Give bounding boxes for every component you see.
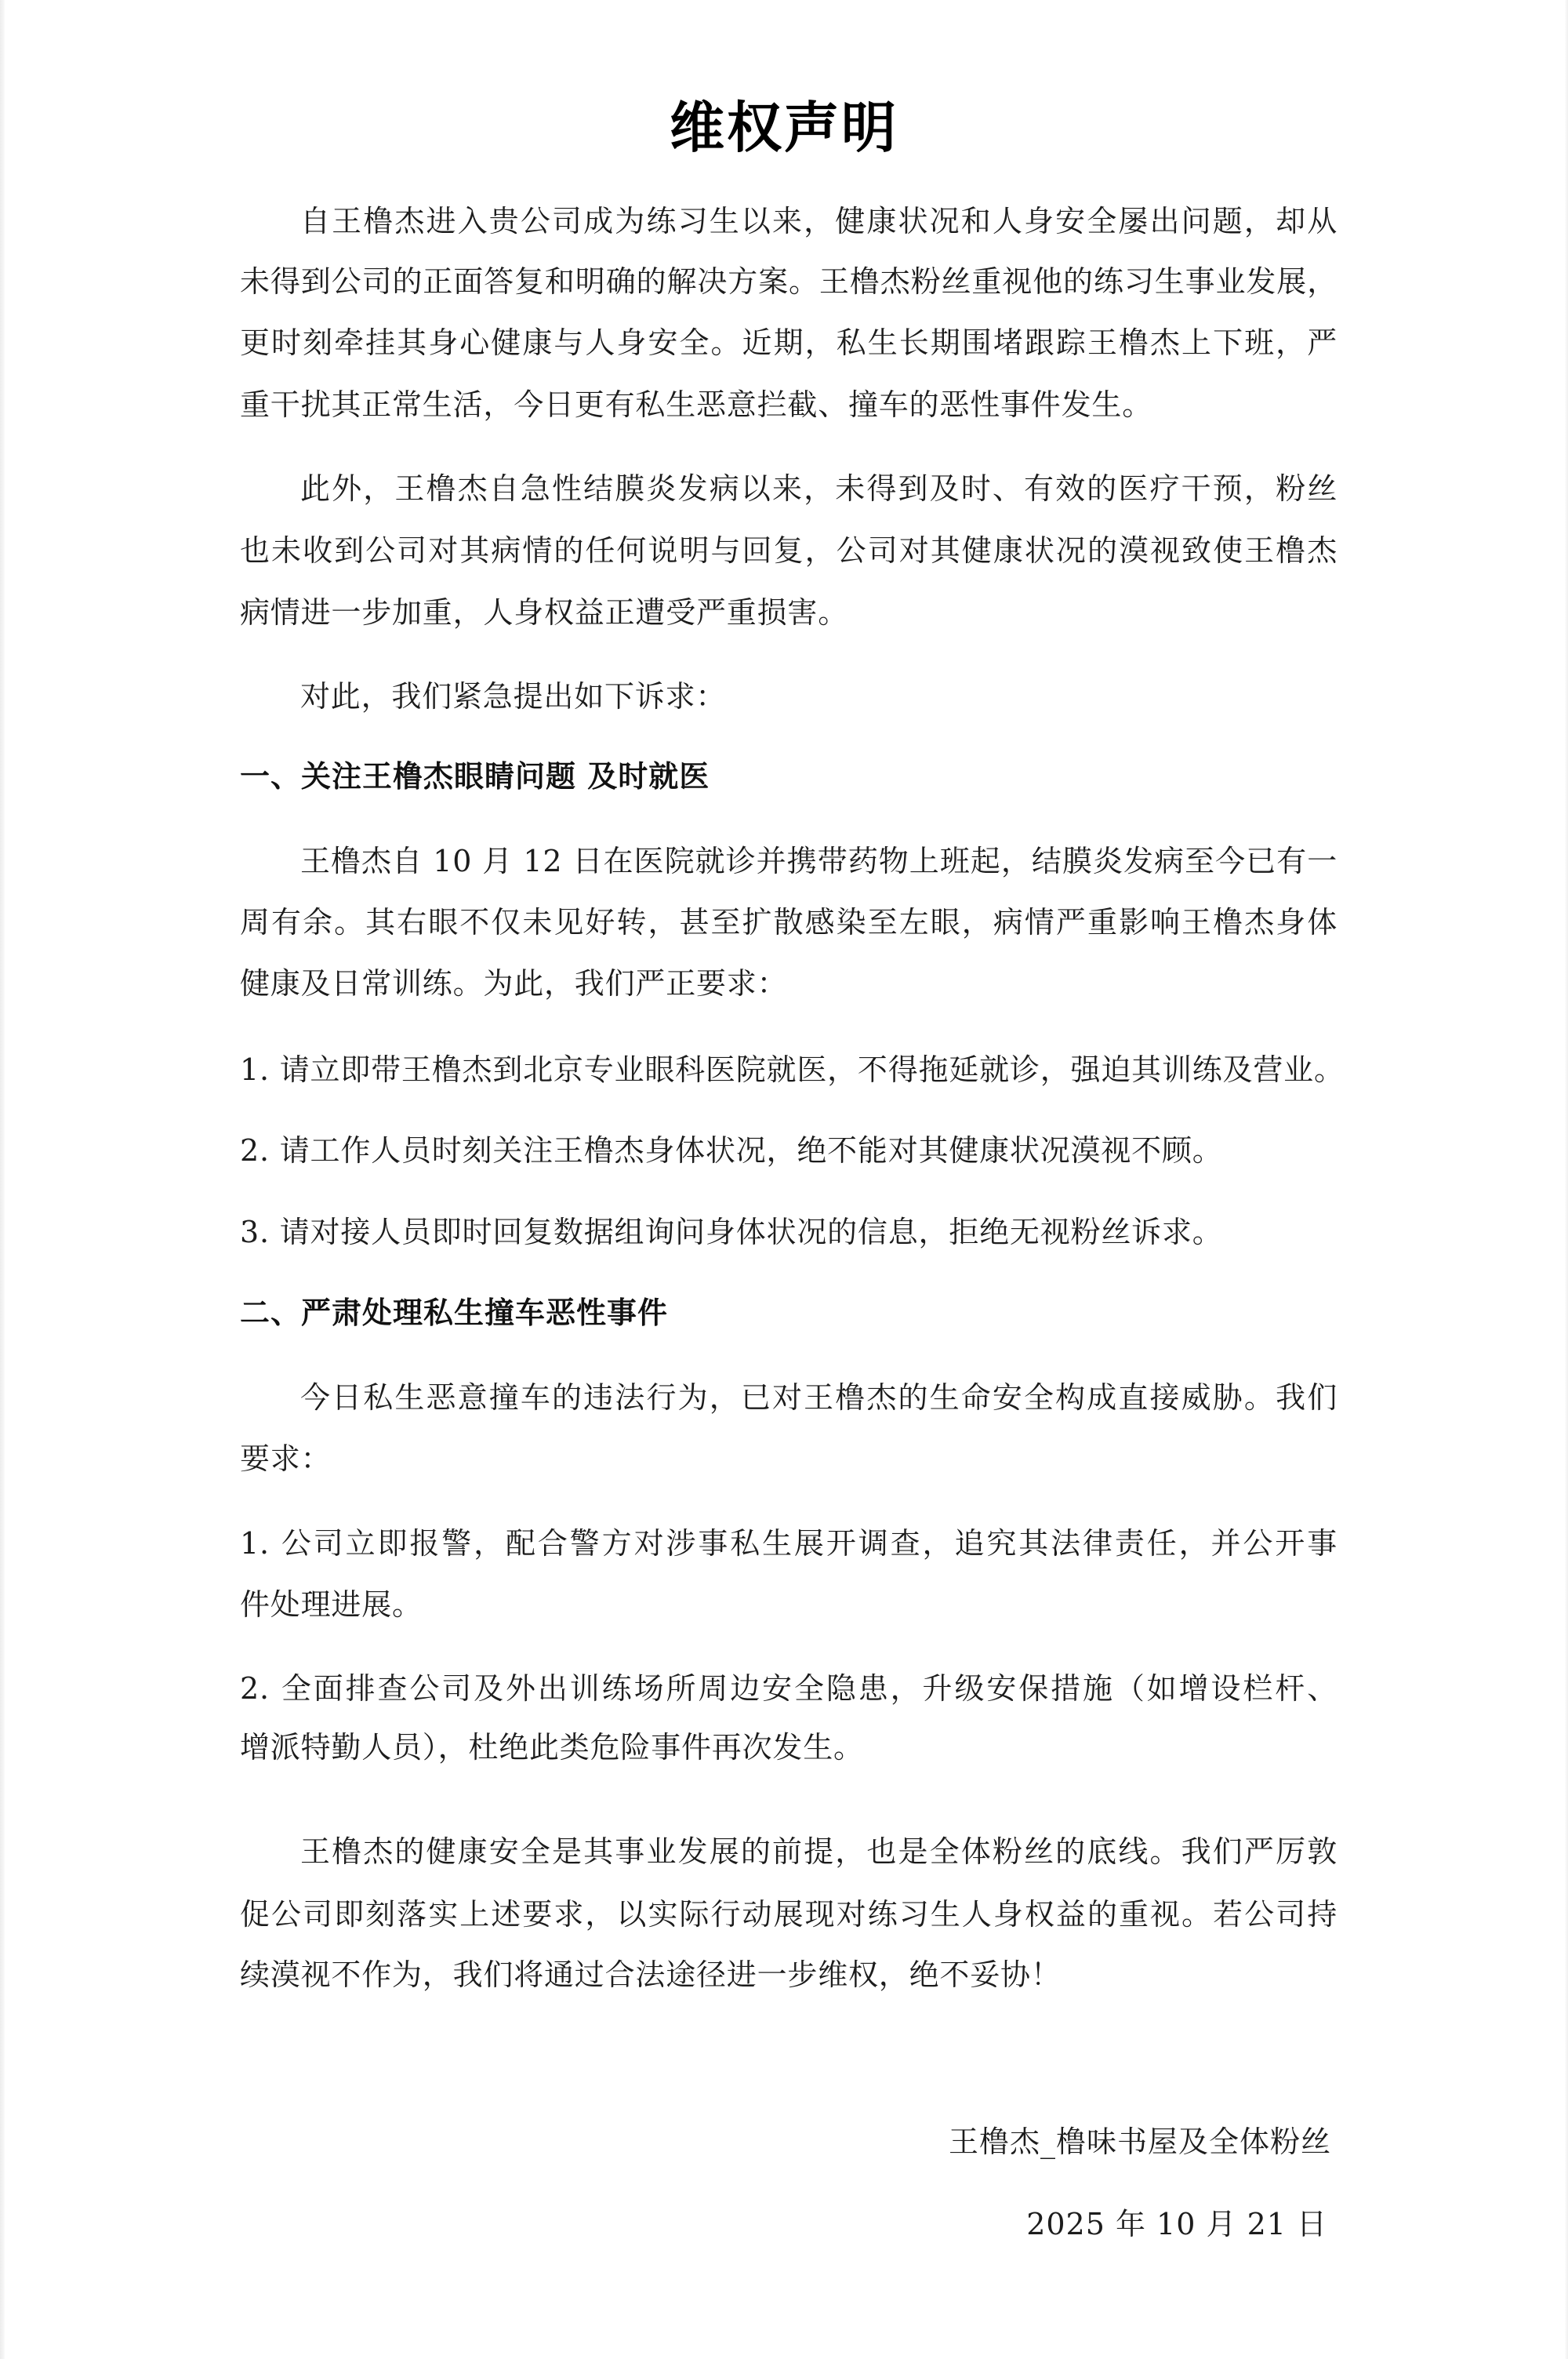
document-title: 维权声明 (670, 96, 898, 160)
paragraph-line: 要求： (240, 1441, 332, 1476)
list-item: 3. 请对接人员即时回复数据组询问身体状况的信息，拒绝无视粉丝诉求。 (240, 1215, 1223, 1249)
signature: 王橹杰_橹味书屋及全体粉丝 (948, 2125, 1331, 2159)
paragraph-line: 也未收到公司对其病情的任何说明与回复，公司对其健康状况的漠视致使王橹杰 (240, 533, 1338, 568)
list-item: 1. 公司立即报警，配合警方对涉事私生展开调查，追究其法律责任，并公开事 (240, 1526, 1338, 1561)
paragraph-line: 对此，我们紧急提出如下诉求： (300, 679, 727, 714)
date: 2025 年 10 月 21 日 (1026, 2207, 1327, 2241)
paragraph-line: 王橹杰自 10 月 12 日在医院就诊并携带药物上班起，结膜炎发病至今已有一 (300, 844, 1338, 878)
paragraph-line: 此外，王橹杰自急性结膜炎发病以来，未得到及时、有效的医疗干预，粉丝 (300, 471, 1338, 506)
list-item: 2. 全面排查公司及外出训练场所周边安全隐患，升级安保措施（如增设栏杆、 (240, 1671, 1338, 1706)
list-item-continuation: 增派特勤人员），杜绝此类危险事件再次发生。 (240, 1730, 864, 1765)
page-edge-shadow-left (0, 0, 5, 2359)
paragraph-line: 重干扰其正常生活，今日更有私生恶意拦截、撞车的恶性事件发生。 (240, 387, 1153, 422)
paragraph-line: 未得到公司的正面答复和明确的解决方案。王橹杰粉丝重视他的练习生事业发展， (240, 264, 1338, 299)
paragraph-line: 病情进一步加重，人身权益正遭受严重损害。 (240, 595, 849, 630)
section-heading: 二、严肃处理私生撞车恶性事件 (240, 1296, 669, 1330)
paragraph-line: 王橹杰的健康安全是其事业发展的前提，也是全体粉丝的底线。我们严厉敦 (300, 1834, 1338, 1869)
section-heading: 一、关注王橹杰眼睛问题 及时就医 (240, 759, 710, 794)
page-edge-shadow-right (1565, 0, 1568, 2359)
paragraph-line: 续漠视不作为，我们将通过合法途径进一步维权，绝不妥协！ (240, 1957, 1062, 1992)
paragraph-line: 自王橹杰进入贵公司成为练习生以来，健康状况和人身安全屡出问题，却从 (300, 204, 1338, 238)
paragraph-line: 促公司即刻落实上述要求，以实际行动展现对练习生人身权益的重视。若公司持 (240, 1897, 1338, 1932)
paragraph-line: 周有余。其右眼不仅未见好转，甚至扩散感染至左眼，病情严重影响王橹杰身体 (240, 905, 1338, 940)
list-item-continuation: 件处理进展。 (240, 1587, 423, 1622)
paragraph-line: 今日私生恶意撞车的违法行为，已对王橹杰的生命安全构成直接威胁。我们 (300, 1380, 1338, 1415)
paragraph-line: 更时刻牵挂其身心健康与人身安全。近期，私生长期围堵跟踪王橹杰上下班，严 (240, 325, 1338, 360)
paragraph-line: 健康及日常训练。为此，我们严正要求： (240, 966, 788, 1001)
list-item: 1. 请立即带王橹杰到北京专业眼科医院就医，不得拖延就诊，强迫其训练及营业。 (240, 1052, 1345, 1087)
list-item: 2. 请工作人员时刻关注王橹杰身体状况，绝不能对其健康状况漠视不顾。 (240, 1133, 1223, 1168)
